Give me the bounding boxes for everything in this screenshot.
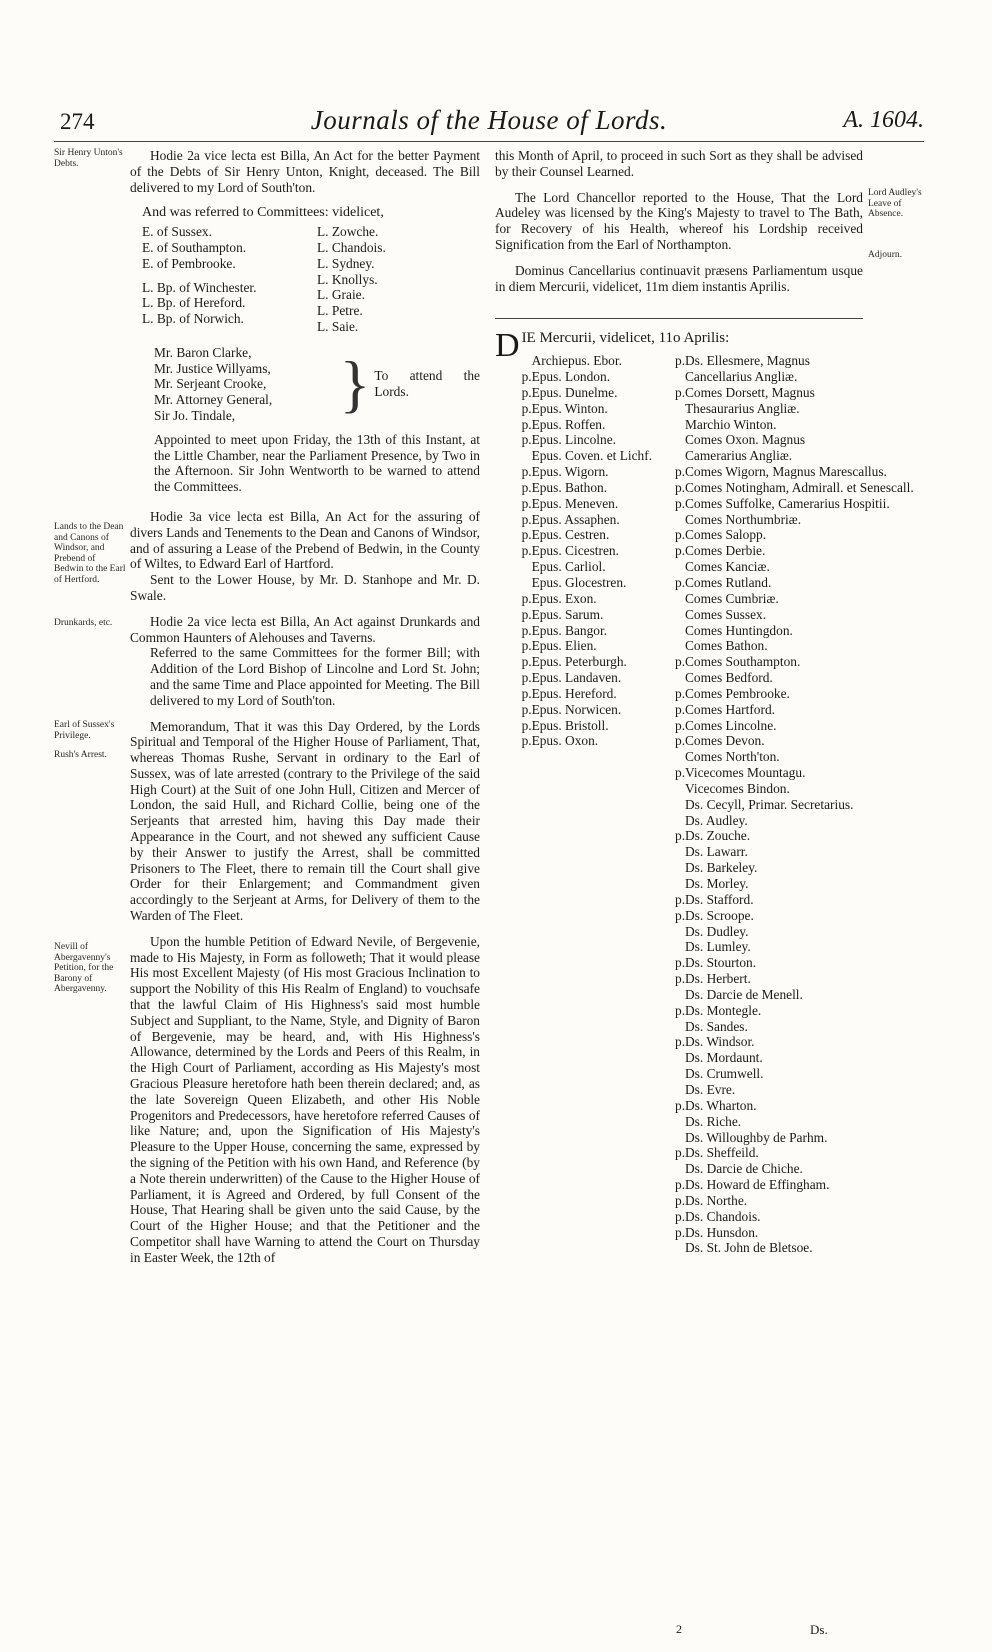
attendee-name: Epus. Bathon. [531, 479, 608, 495]
attendance-row [522, 369, 675, 385]
attendee-name: Epus. Exon. [531, 590, 597, 606]
brace-glyph: } [339, 348, 371, 420]
presence-mark: p. [675, 384, 686, 400]
attendee-name: Ds. Stourton. [685, 955, 757, 971]
attendee-name: Epus. Cicestren. [531, 543, 619, 559]
presence-mark: p. [675, 717, 686, 733]
attendance-row [675, 860, 863, 876]
attendance-row [675, 1050, 863, 1066]
presence-mark: p. [675, 828, 686, 844]
attendance-row [675, 813, 863, 829]
attendance-row [675, 686, 863, 702]
presence-mark: p. [675, 733, 686, 749]
presence-mark: p. [675, 1177, 686, 1193]
attendance-row [522, 527, 675, 543]
page-header [54, 105, 924, 142]
attendance-row [522, 480, 675, 496]
presence-mark: p. [675, 971, 686, 987]
presence-mark: p. [675, 543, 686, 559]
attendance-row [522, 670, 675, 686]
committee-member: L. Bp. of Norwich. [142, 311, 244, 327]
attendance-row [675, 1209, 863, 1225]
committee-member: L. Bp. of Winchester. [142, 279, 257, 295]
margin-note-rush: Rush's Arrest. [54, 750, 107, 760]
attendance-row [675, 543, 863, 559]
attendance-row [675, 1161, 863, 1177]
committee-member: E. of Sussex. [142, 224, 212, 240]
attendee-name: Ds. Stafford. [685, 891, 754, 907]
attendance-row [675, 527, 863, 543]
attendee-name: Comes Wigorn, Magnus Marescallus. [685, 464, 887, 480]
attendance-row [675, 1177, 863, 1193]
presence-mark: p. [521, 670, 532, 686]
memorandum-entry: Memorandum, That it was this Day Ordered, by the Lords Spiritual and Temporal of the Higher House of Parliament, That, whereas Thomas Rushe, Servant in ordinary to the Earl of Sussex, was of late arrested (contrary to the Privilege of the said High Court) at the Suit of one John Hull, Citizen and Mercer of London, the said Hull, and Richard Collie, being one of the Serjeants that arrested him, having this Day made their Appearance in the Court, and not shewed any sufficient Cause by their Answer to justify the Arrest, shall be committed Prisoners to The Fleet, there to remain till the Court shall give Order for their Enlargement; and Commandment given accordingly to the Serjeant at Arms, for Delivery of them to the Warden of The Fleet. [130, 718, 480, 924]
committee-member: E. of Pembrooke. [142, 255, 236, 271]
attendee-name: Ds. Montegle. [685, 1002, 762, 1018]
attendance-row [675, 702, 863, 718]
attendee-name: Vicecomes Mountagu. [685, 765, 806, 781]
attendee-name: Comes Derbie. [685, 543, 766, 559]
attendance-row [522, 638, 675, 654]
attendee-name: Comes Devon. [685, 733, 765, 749]
committee-member: L. Petre. [317, 303, 363, 319]
attendee-name: Epus. Coven. et Lichf. [531, 448, 653, 464]
attendee-name: Epus. Bristoll. [531, 717, 609, 733]
attendee-name: Epus. Elien. [531, 638, 597, 654]
attendee-name: Ds. Darcie de Menell. [685, 986, 803, 1002]
committees-heading: And was referred to Committees: videlicet, [142, 205, 384, 221]
attendance-row [675, 401, 863, 417]
attendance-row [675, 733, 863, 749]
attendance-row [522, 733, 675, 749]
presence-mark: p. [675, 907, 686, 923]
attendee-name: Epus. Sarum. [531, 606, 604, 622]
attendee-name: Comes Salopp. [685, 527, 767, 543]
assistant-name: Mr. Baron Clarke, [154, 344, 252, 360]
attendee-name: Comes Northumbriæ. [685, 511, 802, 527]
attendee-name: Comes Dorsett, Magnus [685, 384, 815, 400]
left-column [130, 148, 480, 1266]
attendance-row [522, 543, 675, 559]
attendee-name: Thesaurarius Angliæ. [685, 400, 800, 416]
presence-mark: p. [675, 1002, 686, 1018]
attendee-name: Comes Pembrooke. [685, 685, 790, 701]
presence-mark: p. [675, 574, 686, 590]
presence-mark: p. [521, 432, 532, 448]
attendee-name: Comes Cumbriæ. [685, 590, 779, 606]
attendance-row [675, 1066, 863, 1082]
attendee-name: Epus. Roffen. [531, 416, 606, 432]
attendance-row [522, 496, 675, 512]
presence-mark: p. [521, 464, 532, 480]
attendance-row [675, 670, 863, 686]
attendee-name: Epus. Glocestren. [531, 574, 627, 590]
attendee-name: Marchio Winton. [685, 416, 777, 432]
attendee-name: Vicecomes Bindon. [685, 780, 790, 796]
attendee-name: Ds. Mordaunt. [685, 1050, 763, 1066]
drunkards-referral: Referred to the same Committees for the former Bill; with Addition of the Lord Bishop of Lincolne and Lord St. John; and the same Time and Place appointed for Meeting. The Bill delivered to my Lord of South'ton. [150, 645, 480, 708]
attendance-row [675, 892, 863, 908]
presence-mark: p. [521, 400, 532, 416]
attendance-row [675, 1130, 863, 1146]
attendance-row [675, 432, 863, 448]
attendee-name: Cancellarius Angliæ. [685, 369, 798, 385]
attendance-row [675, 781, 863, 797]
attendee-name: Ds. Dudley. [685, 923, 749, 939]
presence-mark: p. [521, 590, 532, 606]
attendance-spiritual [522, 353, 675, 1256]
attendee-name: Ds. Sheffeild. [685, 1145, 759, 1161]
attendance-row [675, 607, 863, 623]
attendance-row [675, 797, 863, 813]
attendee-name: Ds. St. John de Bletsoe. [685, 1240, 813, 1256]
presence-mark: p. [521, 622, 532, 638]
presence-mark: p. [675, 1208, 686, 1224]
presence-mark: p. [521, 527, 532, 543]
attendee-name: Comes Bedford. [685, 670, 773, 686]
margin-note-unton: Sir Henry Unton's Debts. [54, 148, 123, 169]
attendance-row [522, 607, 675, 623]
presence-mark: p. [675, 479, 686, 495]
attendance-row [675, 559, 863, 575]
presence-mark: p. [675, 464, 686, 480]
attendance-row [675, 1145, 863, 1161]
attendance-row [675, 1034, 863, 1050]
attendee-name: Ds. Sandes. [685, 1018, 748, 1034]
attendee-name: Epus. Norwicen. [531, 701, 622, 717]
attendance-row [675, 512, 863, 528]
attendance-row [675, 939, 863, 955]
attendee-name: Archiepus. Ebor. [531, 353, 622, 369]
page-number: 274 [60, 109, 95, 134]
presence-mark: p. [521, 495, 532, 511]
presence-mark: p. [675, 891, 686, 907]
attendance-temporal [675, 353, 914, 1256]
attendee-name: Epus. Carliol. [531, 559, 606, 575]
attendance-row [675, 448, 863, 464]
attendance-row [675, 1019, 863, 1035]
attendance-row [675, 765, 863, 781]
attendance-row [675, 495, 890, 512]
attendee-name: Comes Lincolne. [685, 717, 777, 733]
assistant-name: Mr. Justice Willyams, [154, 360, 271, 376]
attendance-row [522, 448, 675, 464]
attendance-row [675, 464, 887, 480]
margin-note-drunkards: Drunkards, etc. [54, 618, 113, 628]
attendance-row [522, 623, 675, 639]
presence-mark: p. [675, 1034, 686, 1050]
attendee-name: Comes Southampton. [685, 654, 801, 670]
presence-mark: p. [675, 495, 686, 511]
attendee-name: Ds. Willoughby de Parhm. [685, 1129, 828, 1145]
presence-mark: p. [521, 369, 532, 385]
attendee-name: Epus. Assaphen. [531, 511, 620, 527]
attendee-name: Epus. Winton. [531, 400, 608, 416]
presence-mark: p. [675, 955, 686, 971]
presence-mark: p. [521, 511, 532, 527]
attendee-name: Ds. Zouche. [685, 828, 751, 844]
presence-mark: p. [521, 685, 532, 701]
attendance-row [675, 654, 863, 670]
committee-member: L. Chandois. [317, 239, 386, 255]
attendee-name: Comes Sussex. [685, 606, 767, 622]
attendance-row [522, 353, 675, 369]
attendance-row [675, 623, 863, 639]
presence-mark: p. [521, 638, 532, 654]
attendance-row [675, 638, 863, 654]
presence-mark: p. [521, 606, 532, 622]
attendee-name: Epus. Oxon. [531, 733, 599, 749]
presence-mark: p. [675, 1224, 686, 1240]
committees-list [142, 224, 480, 335]
attendee-name: Comes Huntingdon. [685, 622, 793, 638]
attendance-row [675, 718, 863, 734]
attendee-name: Ds. Morley. [685, 876, 749, 892]
attendance-list [521, 353, 914, 1256]
attendance-row [675, 1114, 863, 1130]
attendance-row [675, 844, 863, 860]
drop-cap: D [495, 327, 520, 365]
attendee-name: Comes Notingham, Admirall. et Senescall. [685, 479, 914, 495]
presence-mark: p. [521, 384, 532, 400]
attendee-name: Epus. Meneven. [531, 495, 619, 511]
signature-mark: 2 [676, 1622, 682, 1636]
presence-mark: p. [675, 527, 686, 543]
drunkards-bill-entry: Hodie 2a vice lecta est Billa, An Act against Drunkards and Common Haunters of Alehouses and Taverns. [130, 613, 480, 645]
meeting-appointment: Appointed to meet upon Friday, the 13th of this Instant, at the Little Chamber, near the Parliament Presence, by Two in the Afternoon. Sir John Wentworth to be warned to attend the Committees. [154, 431, 480, 495]
attendee-name: Ds. Northe. [685, 1192, 748, 1208]
margin-note-lands: Lands to the Dean and Canons of Windsor, and Prebend of Bedwin to the Earl of Hertford. [54, 522, 126, 585]
attendee-name: Comes Kanciæ. [685, 559, 770, 575]
assistants-note: To attend the Lords. [374, 368, 480, 400]
attendee-name: Epus. Wigorn. [531, 464, 609, 480]
attendee-name: Ds. Herbert. [685, 971, 751, 987]
running-title: Journals of the House of Lords. [310, 105, 668, 135]
attendance-row [675, 385, 863, 401]
attendance-row [522, 559, 675, 575]
attendance-row [675, 575, 863, 591]
committee-member: L. Saie. [317, 318, 359, 334]
committee-member: E. of Southampton. [142, 239, 247, 255]
attendance-row [675, 1225, 863, 1241]
attendance-row [675, 924, 863, 940]
attendance-row [675, 971, 863, 987]
attendance-row [522, 385, 675, 401]
day-heading-text: IE Mercurii, videlicet, 11o Aprilis: [521, 330, 730, 347]
attendee-name: Ds. Cecyll, Primar. Secretarius. [685, 796, 854, 812]
presence-mark: p. [521, 416, 532, 432]
attendance-row [675, 369, 863, 385]
attendance-row [522, 718, 675, 734]
committee-member: L. Sydney. [317, 255, 375, 271]
attendee-name: Ds. Riche. [685, 1113, 742, 1129]
petition-continuation: this Month of April, to proceed in such Sort as they shall be advised by their Counsel Learned. [495, 148, 863, 179]
assistants-list [154, 345, 480, 424]
presence-mark: p. [521, 717, 532, 733]
attendee-name: Epus. Cestren. [531, 527, 610, 543]
attendee-name: Ds. Ellesmere, Magnus [685, 353, 810, 369]
committee-member: L. Knollys. [317, 271, 378, 287]
attendance-row [675, 749, 863, 765]
attendee-name: Epus. Landaven. [531, 670, 622, 686]
attendance-row [675, 1098, 863, 1114]
attendance-row [675, 955, 863, 971]
attendee-name: Ds. Windsor. [685, 1034, 755, 1050]
attendance-row [522, 686, 675, 702]
presence-mark: p. [521, 654, 532, 670]
attendee-name: Comes Bathon. [685, 638, 768, 654]
catchword: Ds. [810, 1622, 828, 1637]
attendance-row [675, 1082, 863, 1098]
attendee-name: Comes Oxon. Magnus [685, 432, 806, 448]
attendee-name: Comes Hartford. [685, 701, 775, 717]
committee-member: L. Graie. [317, 287, 365, 303]
attendance-row [522, 591, 675, 607]
assistant-name: Mr. Serjeant Crooke, [154, 376, 267, 392]
assistant-name: Mr. Attorney General, [154, 392, 273, 408]
attendee-name: Ds. Crumwell. [685, 1066, 764, 1082]
presence-mark: p. [521, 701, 532, 717]
attendee-name: Ds. Chandois. [685, 1208, 761, 1224]
attendee-name: Ds. Barkeley. [685, 860, 758, 876]
attendance-row [675, 987, 863, 1003]
attendee-name: Ds. Audley. [685, 812, 748, 828]
attendee-name: Ds. Evre. [685, 1081, 736, 1097]
attendee-name: Epus. London. [531, 369, 611, 385]
attendance-row [522, 512, 675, 528]
windsor-bill-sent: Sent to the Lower House, by Mr. D. Stanhope and Mr. D. Swale. [130, 572, 480, 603]
attendee-name: Comes North'ton. [685, 749, 780, 765]
presence-mark: p. [675, 1145, 686, 1161]
attendance-row [675, 417, 863, 433]
attendance-row [522, 654, 675, 670]
adjournment-entry: Dominus Cancellarius continuavit præsens Parliamentum usque in diem Mercurii, videlicet, 11m diem instantis Aprilis. [495, 262, 863, 294]
committee-member: L. Bp. of Hereford. [142, 295, 246, 311]
neville-petition-entry: Upon the humble Petition of Edward Nevile, of Bergevenie, made to His Majesty, in Form as followeth; That it would please His most Excellent Majesty (of His most Gracious Inclination to support the Nobility of this His Realm of England) to vouchsafe that the lawful Claim of His Highness's said most humble Subject and Suppliant, to the Name, Style, and Dignity of Baron of Bergevenie, may be heard, and, with His Highness's Allowance, determined by the Lords and Peers of this Realm, in the High Court of Parliament, according as His Majesty's most Gracious Pleasure heretofore hath been therein declared; and, as the late Sovereign Queen Elizabeth, and other His Noble Progenitors and Predecessors, have heretofore referred Causes of like Nature; and, upon the Signification of His Majesty's Pleasure to the Upper House, concerning the same, expressed by the signing of the Petition with his own Hand, and Reference (by a Note therein underwritten) of the Cause to the Higher House of Parliament, it is Agreed and Ordered, by full Consent of the House, That Hearing shall be given unto the said Cause, by the Court of the Higher House; and that the Petitioner and the Competitor shall have Warning to attend the Court on Thursday in Easter Week, the 12th of [130, 933, 480, 1265]
attendee-name: Ds. Lawarr. [685, 844, 748, 860]
presence-mark: p. [675, 353, 686, 369]
attendance-row [675, 908, 863, 924]
attendee-name: Comes Rutland. [685, 574, 772, 590]
attendance-row [522, 432, 675, 448]
audley-report-entry: The Lord Chancellor reported to the House, That the Lord Audeley was licensed by the King's Majesty to travel to The Bath, for Recovery of his Health, whereof his Lordship received Signification from the Earl of Northampton. [495, 189, 863, 252]
attendance-row [522, 575, 675, 591]
attendance-row [675, 591, 863, 607]
presence-mark: p. [675, 1097, 686, 1113]
windsor-bill-entry: Hodie 3a vice lecta est Billa, An Act for the assuring of divers Lands and Tenements to the Dean and Canons of Windsor, and of assuring a Lease of the Prebend of Bedwin, in the County of Wiltes, to Edward Earl of Hartford. [130, 508, 480, 572]
attendee-name: Epus. Bangor. [531, 622, 608, 638]
attendee-name: Comes Suffolke, Camerarius Hospitii. [685, 495, 890, 511]
attendee-name: Ds. Lumley. [685, 939, 751, 955]
attendee-name: Epus. Lincolne. [531, 432, 616, 448]
attendee-name: Ds. Howard de Effingham. [685, 1177, 830, 1193]
attendance-row [522, 417, 675, 433]
margin-note-adjourn: Adjourn. [868, 250, 903, 260]
presence-mark: p. [675, 765, 686, 781]
attendance-row [675, 876, 863, 892]
attendee-name: Epus. Hereford. [531, 685, 617, 701]
unton-bill-entry: Hodie 2a vice lecta est Billa, An Act for the better Payment of the Debts of Sir Henry Unton, Knight, deceased. The Bill delivered to my Lord of South'ton. [130, 148, 480, 195]
attendance-row [675, 1240, 863, 1256]
attendance-row [522, 464, 675, 480]
attendance-row [522, 702, 675, 718]
presence-mark: p. [521, 733, 532, 749]
presence-mark: p. [675, 701, 686, 717]
assistant-name: Sir Jo. Tindale, [154, 407, 236, 423]
running-year: A. 1604. [843, 107, 924, 133]
attendance-row [675, 353, 863, 369]
margin-note-audley: Lord Audley's Leave of Absence. [868, 188, 922, 220]
margin-note-neville: Nevill of Abergavenny's Petition, for the Barony of Abergavenny. [54, 942, 114, 995]
attendance-row [522, 401, 675, 417]
margin-note-sussex: Earl of Sussex's Privilege. [54, 720, 115, 741]
attendee-name: Ds. Hunsdon. [685, 1224, 759, 1240]
attendance-row [675, 1193, 863, 1209]
attendance-row [675, 479, 914, 496]
presence-mark: p. [675, 654, 686, 670]
attendee-name: Epus. Peterburgh. [531, 654, 627, 670]
presence-mark: p. [675, 685, 686, 701]
attendee-name: Camerarius Angliæ. [685, 448, 793, 464]
attendance-row [675, 1003, 863, 1019]
attendee-name: Ds. Wharton. [685, 1097, 757, 1113]
attendee-name: Ds. Darcie de Chiche. [685, 1161, 803, 1177]
presence-mark: p. [521, 543, 532, 559]
attendance-row [675, 828, 863, 844]
presence-mark: p. [521, 479, 532, 495]
committee-member: L. Zowche. [317, 224, 379, 240]
attendee-name: Epus. Dunelme. [531, 384, 618, 400]
presence-mark: p. [675, 1192, 686, 1208]
attendee-name: Ds. Scroope. [685, 907, 754, 923]
